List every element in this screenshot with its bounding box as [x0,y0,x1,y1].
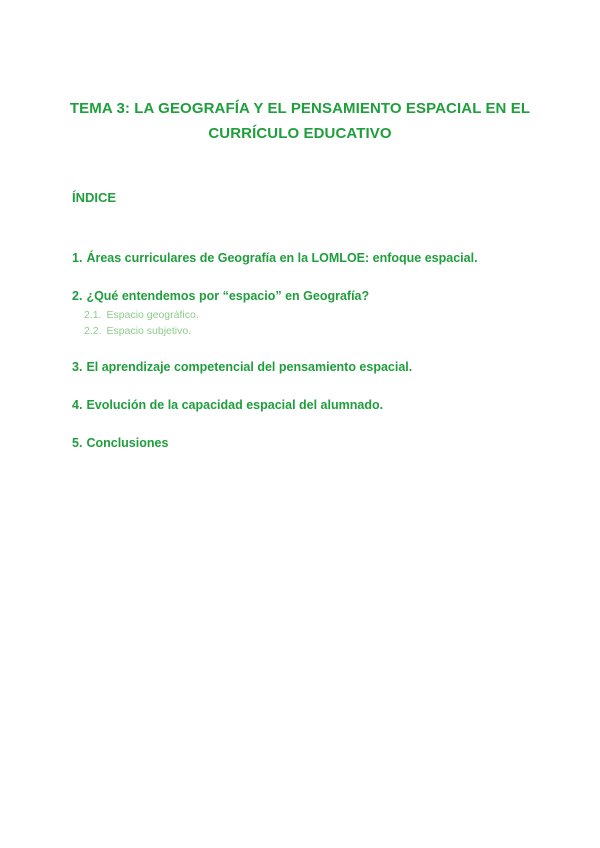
toc-item-5 [72,435,552,451]
toc-item-number: 3. [72,360,83,374]
index-heading: ÍNDICE [72,190,117,205]
title-line-2: CURRÍCULO EDUCATIVO [208,125,392,142]
toc-item-number: 4. [72,398,83,412]
toc-item-label: El aprendizaje competencial del pensamiento espacial. [86,360,413,374]
toc-item-number: 5. [72,436,83,450]
toc-item-4 [72,397,552,413]
toc-item-1 [72,250,552,266]
toc-subitems [72,307,552,339]
toc-item-number: 1. [72,251,83,265]
toc-item-3 [72,359,552,375]
toc-item-label: Evolución de la capacidad espacial del alumnado. [86,398,384,412]
toc-item-label: ¿Qué entendemos por “espacio” en Geografía? [86,289,370,303]
toc-item-label: Áreas curriculares de Geografía en la LOMLOE: enfoque espacial. [86,251,478,265]
title-line-1: TEMA 3: LA GEOGRAFÍA Y EL PENSAMIENTO ESPACIAL EN EL [69,100,531,117]
toc-subitem-2-1 [84,307,552,323]
toc-subitem-number: 2.1. [84,309,102,321]
toc-item-label: Conclusiones [86,436,169,450]
toc-item-number: 2. [72,289,83,303]
toc-subitem-label: Espacio subjetivo. [106,325,192,337]
toc-subitem-label: Espacio geográfico. [106,309,199,321]
toc-subitem-number: 2.2. [84,325,102,337]
document-title [40,96,560,146]
table-of-contents [72,250,552,473]
toc-subitem-2-2 [84,323,552,339]
toc-item-2 [72,288,552,304]
